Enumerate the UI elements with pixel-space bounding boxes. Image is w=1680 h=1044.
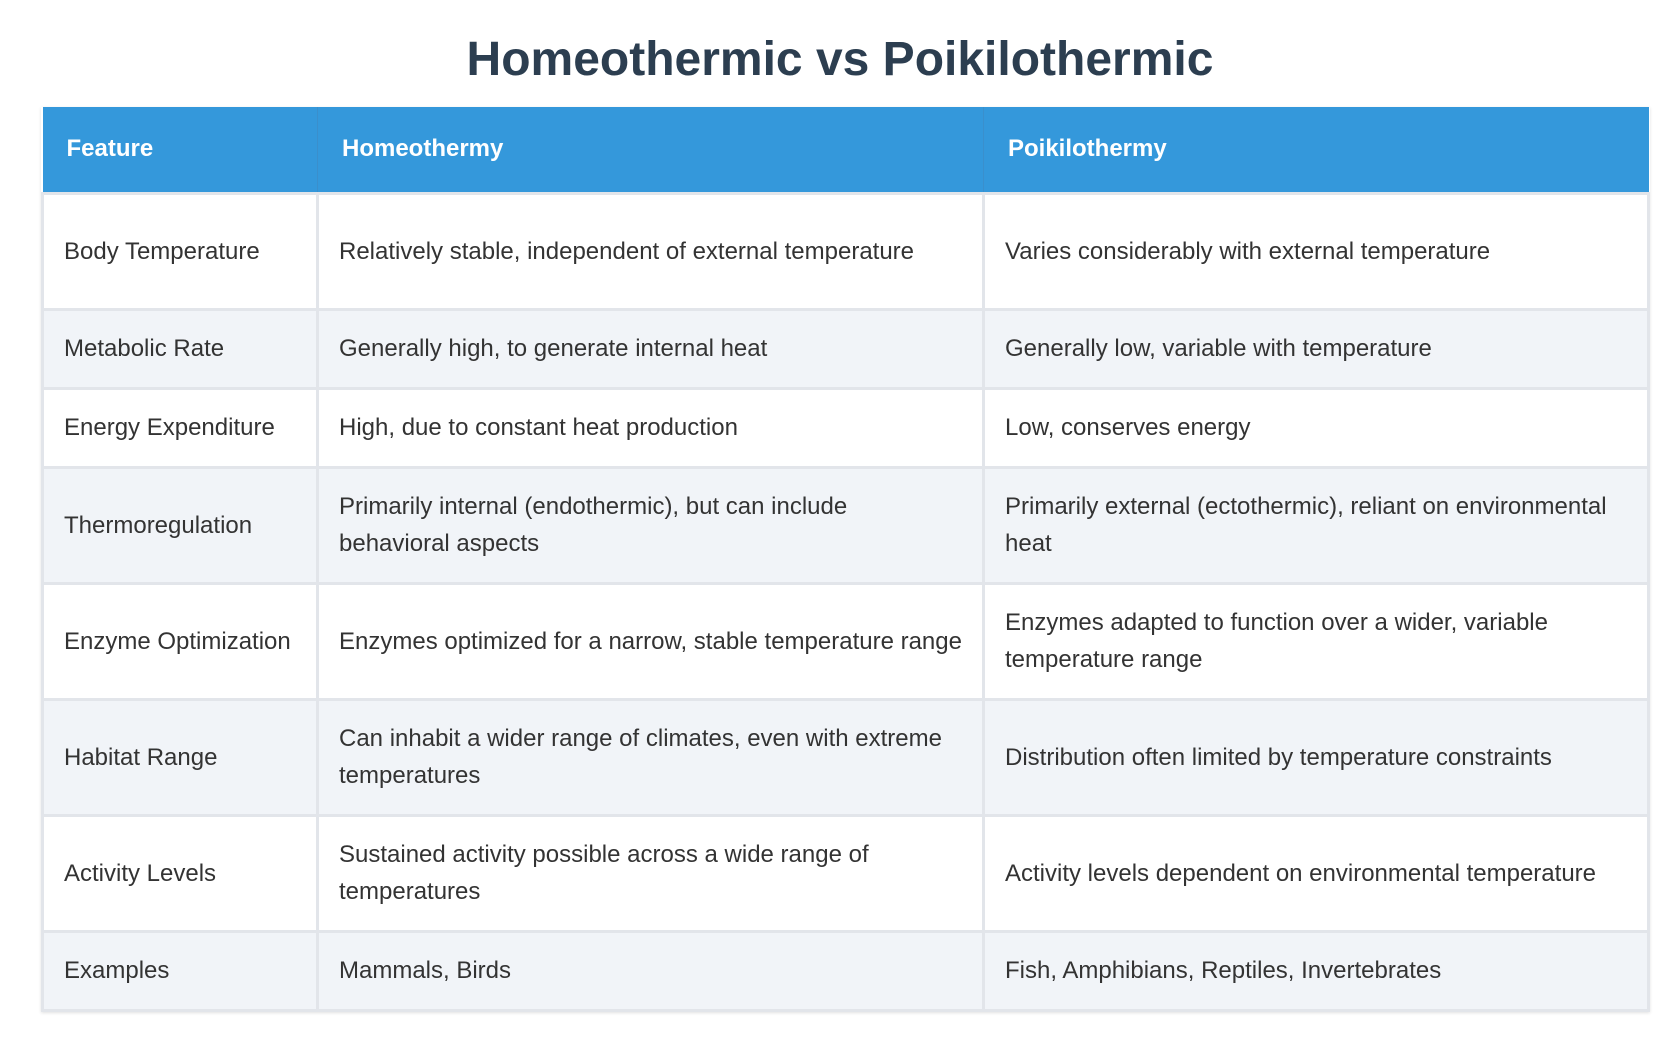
header-feature: Feature bbox=[43, 107, 318, 193]
header-homeothermy: Homeothermy bbox=[318, 107, 984, 193]
table-row bbox=[43, 699, 1649, 815]
homeothermy-cell: Can inhabit a wider range of climates, even with extreme temperatures bbox=[318, 699, 984, 815]
table-row bbox=[43, 583, 1649, 699]
poikilothermy-cell: Primarily external (ectothermic), reliant on environmental heat bbox=[984, 467, 1649, 583]
homeothermy-cell: Enzymes optimized for a narrow, stable temperature range bbox=[318, 583, 984, 699]
feature-cell: Enzyme Optimization bbox=[43, 583, 318, 699]
feature-cell: Habitat Range bbox=[43, 699, 318, 815]
homeothermy-cell: Sustained activity possible across a wide range of temperatures bbox=[318, 815, 984, 931]
poikilothermy-cell: Fish, Amphibians, Reptiles, Invertebrates bbox=[984, 931, 1649, 1010]
poikilothermy-cell: Low, conserves energy bbox=[984, 388, 1649, 467]
poikilothermy-cell: Varies considerably with external temperature bbox=[984, 193, 1649, 309]
table-row bbox=[43, 388, 1649, 467]
table-row bbox=[43, 309, 1649, 388]
feature-cell: Metabolic Rate bbox=[43, 309, 318, 388]
table-header bbox=[43, 107, 1649, 193]
header-row bbox=[43, 107, 1649, 193]
table-row bbox=[43, 467, 1649, 583]
table-body bbox=[43, 193, 1649, 1010]
page-title: Homeothermic vs Poikilothermic bbox=[466, 33, 1214, 86]
homeothermy-cell: Primarily internal (endothermic), but can include behavioral aspects bbox=[318, 467, 984, 583]
feature-cell: Body Temperature bbox=[43, 193, 318, 309]
feature-cell: Energy Expenditure bbox=[43, 388, 318, 467]
homeothermy-cell: Relatively stable, independent of external temperature bbox=[318, 193, 984, 309]
comparison-table bbox=[41, 107, 1650, 1012]
feature-cell: Activity Levels bbox=[43, 815, 318, 931]
poikilothermy-cell: Enzymes adapted to function over a wider, variable temperature range bbox=[984, 583, 1649, 699]
homeothermy-cell: High, due to constant heat production bbox=[318, 388, 984, 467]
table-row bbox=[43, 931, 1649, 1010]
feature-cell: Thermoregulation bbox=[43, 467, 318, 583]
feature-cell: Examples bbox=[43, 931, 318, 1010]
table-row bbox=[43, 193, 1649, 309]
poikilothermy-cell: Activity levels dependent on environmental temperature bbox=[984, 815, 1649, 931]
table-row bbox=[43, 815, 1649, 931]
poikilothermy-cell: Generally low, variable with temperature bbox=[984, 309, 1649, 388]
homeothermy-cell: Generally high, to generate internal heat bbox=[318, 309, 984, 388]
header-poikilothermy: Poikilothermy bbox=[984, 107, 1649, 193]
poikilothermy-cell: Distribution often limited by temperature constraints bbox=[984, 699, 1649, 815]
homeothermy-cell: Mammals, Birds bbox=[318, 931, 984, 1010]
